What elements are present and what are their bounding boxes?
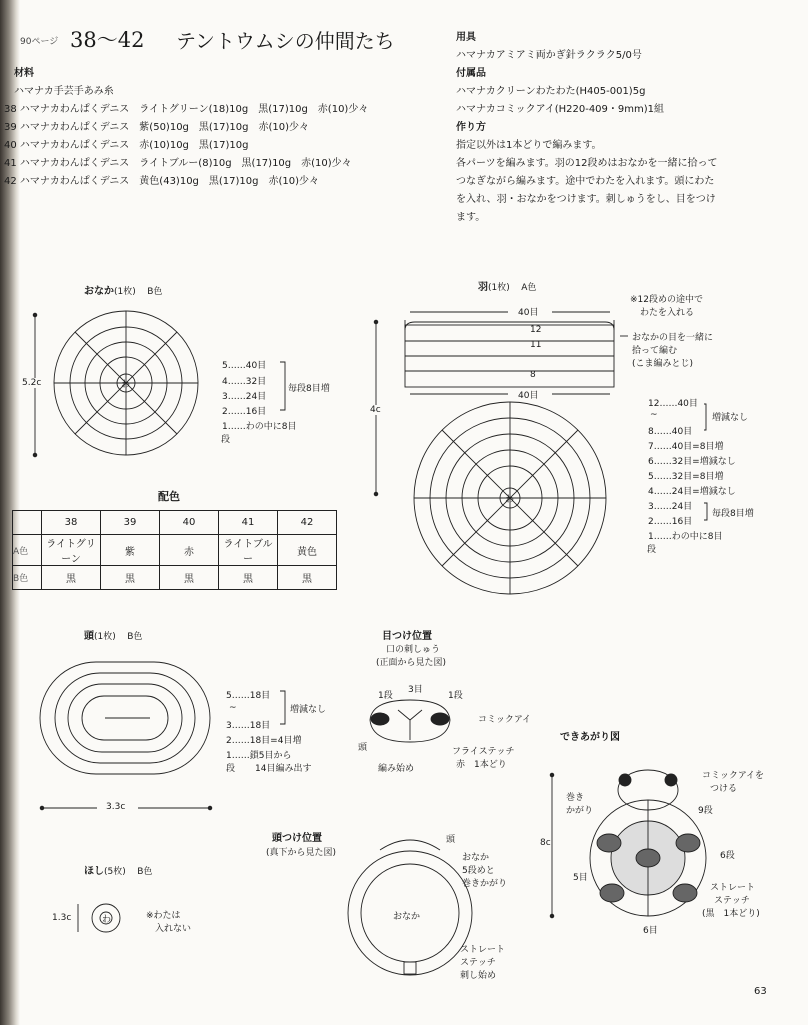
hane-size: 4c [370, 405, 381, 415]
table-header: 38 [42, 511, 101, 535]
metsuke-stitch: 赤 1本どり [456, 760, 507, 770]
onaka-row: 4……32目 [222, 377, 267, 387]
hane-tilde: ~ [650, 410, 658, 420]
atama-row: 3……18目 [226, 721, 271, 731]
hane-dan: 段 [647, 545, 657, 555]
atama-row: 5……18目 [226, 691, 271, 701]
atama-dan: 段 [226, 764, 236, 774]
hoshi-color: B色 [137, 867, 153, 877]
dekiagari-9dan: 9段 [698, 806, 713, 816]
hane-row: 2……16目 [648, 517, 693, 527]
hane-count: (1枚) [488, 283, 510, 293]
onaka-dan: 段 [221, 435, 231, 445]
atama-chart [40, 662, 210, 774]
table-cell: 紫 [101, 535, 160, 566]
hane-note-pick: (こま編みとじ) [632, 359, 694, 369]
atamatsuke-title: 頭つけ位置 [272, 833, 322, 844]
method-line: ます。 [456, 212, 486, 223]
dekiagari-6moku: 6目 [643, 926, 658, 936]
atamatsuke-drawing [348, 840, 472, 975]
hane-color: A色 [521, 283, 537, 293]
atama-size: 3.3c [106, 802, 126, 812]
atamatsuke-attach: 5段めと [462, 866, 495, 876]
hane-range-note: 増減なし [712, 413, 749, 423]
onaka-title-text: おなか [84, 286, 114, 297]
dekiagari-5moku: 5目 [573, 873, 588, 883]
metsuke-1dan: 1段 [448, 691, 463, 701]
dekiagari-straight: (黒 1本どり) [702, 909, 760, 919]
table-cell: ライトグリーン [42, 535, 101, 566]
hane-mid-count: 40目 [518, 391, 539, 401]
atamatsuke-attach: 巻きかがり [462, 879, 508, 889]
atama-count: (1枚) [94, 632, 116, 642]
table-cell: ライトブルー [219, 535, 278, 566]
materials-heading: 材料 [14, 68, 34, 79]
metsuke-drawing [370, 700, 450, 742]
hane-note-cotton: わたを入れる [640, 308, 695, 318]
hane-top-count: 40目 [518, 308, 539, 318]
table-row [13, 535, 337, 566]
onaka-title [84, 282, 162, 297]
table-header: 39 [101, 511, 160, 535]
atama-range-note: 増減なし [290, 705, 327, 715]
table-header: 42 [278, 511, 337, 535]
atamatsuke-straight: ストレート [460, 945, 506, 955]
atamatsuke-head: 頭 [446, 835, 456, 845]
table-header: 41 [219, 511, 278, 535]
materials-line: 42 ハマナカわんぱくデニス 黄色(43)10g 黒(17)10g 赤(10)少々 [4, 176, 320, 187]
hoshi-size: 1.3c [52, 913, 72, 923]
hane-chart [405, 320, 614, 594]
dekiagari-title: できあがり図 [560, 732, 620, 743]
onaka-row: 5……40目 [222, 361, 267, 371]
metsuke-start: 編み始め [378, 764, 415, 774]
hane-group-note: 毎段8目増 [712, 509, 754, 519]
metsuke-stitch: フライステッチ [452, 747, 515, 757]
onaka-row: 1……わの中に8目 [222, 422, 297, 432]
hane-row: 7……40目=8目増 [648, 442, 724, 452]
page-title: テントウムシの仲間たち [176, 29, 395, 53]
onaka-row: 2……16目 [222, 407, 267, 417]
metsuke-1dan: 1段 [378, 691, 393, 701]
hane-row: 5……32目=8目増 [648, 472, 724, 482]
onaka-size: 5.2c [22, 378, 42, 388]
tools-heading: 用具 [456, 32, 476, 43]
table-cell: 黒 [42, 566, 101, 590]
table-cell: 黒 [219, 566, 278, 590]
dekiagari-6dan: 6段 [720, 851, 735, 861]
atama-title-text: 頭 [84, 631, 94, 642]
metsuke-3moku: 3目 [408, 685, 423, 695]
hane-row: 8……40目 [648, 427, 693, 437]
atamatsuke-straight: ステッチ [460, 958, 496, 968]
hane-mark-11: 11 [530, 340, 542, 350]
table-cell: 赤 [160, 535, 219, 566]
hane-row: 12……40目 [648, 399, 698, 409]
hane-row: 6……32目=増減なし [648, 457, 736, 467]
dekiagari-straight: ストレート [710, 883, 756, 893]
dekiagari-eye: つける [710, 784, 738, 794]
atamatsuke-sub: (真下から見た図) [266, 848, 337, 858]
method-heading: 作り方 [456, 122, 486, 133]
hane-row: 1……わの中に8目 [648, 532, 723, 542]
table-cell: 黒 [160, 566, 219, 590]
row-label: A色 [13, 535, 42, 566]
method-line: を入れ、羽・おなかをつけます。刺しゅうをし、目をつけ [456, 194, 716, 205]
dekiagari-drawing [590, 770, 706, 916]
haishoku-title: 配色 [158, 490, 180, 503]
hane-row: 3……24目 [648, 502, 693, 512]
hane-note-pick: 拾って編む [632, 346, 678, 356]
hoshi-note: ※わたは [146, 911, 181, 921]
atama-row: 14目編み出す [255, 764, 312, 774]
hoshi-title [84, 862, 152, 877]
dekiagari-wrap: かがり [566, 806, 594, 816]
table-header: 40 [160, 511, 219, 535]
metsuke-sub: (正面から見た図) [376, 658, 447, 668]
atama-tilde: ~ [229, 703, 237, 713]
atama-row: 2……18目=4目増 [226, 736, 302, 746]
table-corner [13, 511, 42, 535]
metsuke-title: 目つけ位置 [382, 631, 432, 642]
hane-mark-12: 12 [530, 325, 542, 335]
table-cell: 黄色 [278, 535, 337, 566]
atama-color: B色 [127, 632, 143, 642]
atamatsuke-attach: おなか [462, 853, 490, 863]
materials-line: 38 ハマナカわんぱくデニス ライトグリーン(18)10g 黒(17)10g 赤(10)少々 [4, 104, 369, 115]
materials-yarn: ハマナカ手芸手あみ糸 [14, 86, 114, 97]
table-cell: 黒 [101, 566, 160, 590]
hane-center: わ [505, 495, 515, 505]
atamatsuke-straight: 刺し始め [460, 971, 497, 981]
atama-row: 1……鎖5目から [226, 751, 292, 761]
metsuke-eye: コミックアイ [478, 715, 532, 725]
hane-mark-8: 8 [530, 370, 536, 380]
hoshi-count: (5枚) [104, 867, 126, 877]
table-row [13, 566, 337, 590]
materials-line: 39 ハマナカわんぱくデニス 紫(50)10g 黒(17)10g 赤(10)少々 [4, 122, 310, 133]
method-line: 各パーツを編みます。羽の12段めはおなかを一緒に拾って [456, 158, 718, 169]
hane-row: 4……24目=増減なし [648, 487, 736, 497]
materials-line: 41 ハマナカわんぱくデニス ライトブルー(8)10g 黒(17)10g 赤(10)少々 [4, 158, 352, 169]
tools-text: ハマナカアミアミ両かぎ針ラクラク5/0号 [456, 50, 642, 61]
dekiagari-eye: コミックアイを [702, 771, 765, 781]
hane-title [478, 278, 536, 293]
color-table [12, 510, 337, 590]
hoshi-center: わ [102, 915, 112, 925]
dekiagari-wrap: 巻き [566, 793, 585, 803]
dekiagari-size: 8c [540, 838, 551, 848]
onaka-count: (1枚) [114, 287, 136, 297]
row-label: B色 [13, 566, 42, 590]
accessory-line: ハマナカクリーンわたわた(H405-001)5g [456, 86, 646, 97]
accessory-line: ハマナカコミックアイ(H220-409・9mm)1組 [456, 104, 665, 115]
hane-note-cotton: ※12段めの途中で [630, 295, 703, 305]
atama-title [84, 627, 142, 642]
hane-title-text: 羽 [478, 282, 488, 293]
dekiagari-straight: ステッチ [714, 896, 750, 906]
onaka-row: 3……24目 [222, 392, 267, 402]
materials-line: 40 ハマナカわんぱくデニス 赤(10)10g 黒(17)10g [4, 140, 249, 151]
page-number: 63 [754, 986, 767, 997]
metsuke-sub: 口の刺しゅう [386, 645, 441, 655]
method-line: 指定以外は1本どりで編みます。 [456, 140, 602, 151]
hoshi-note: 入れない [155, 924, 192, 934]
hane-note-pick: おなかの目を一緒に [632, 333, 714, 343]
page-ref: 90ページ [20, 37, 59, 47]
onaka-color: B色 [147, 287, 163, 297]
table-cell: 黒 [278, 566, 337, 590]
atamatsuke-center: おなか [393, 912, 421, 922]
table-row [13, 511, 337, 535]
metsuke-head: 頭 [358, 743, 368, 753]
pattern-number: 38～42 [70, 28, 145, 52]
accessories-heading: 付属品 [456, 68, 486, 79]
method-line: つなぎながら編みます。途中でわたを入れます。頭にわた [456, 176, 715, 187]
onaka-note: 毎段8目増 [288, 384, 330, 394]
onaka-center: わ [121, 380, 131, 390]
hoshi-title-text: ほし [84, 866, 104, 877]
